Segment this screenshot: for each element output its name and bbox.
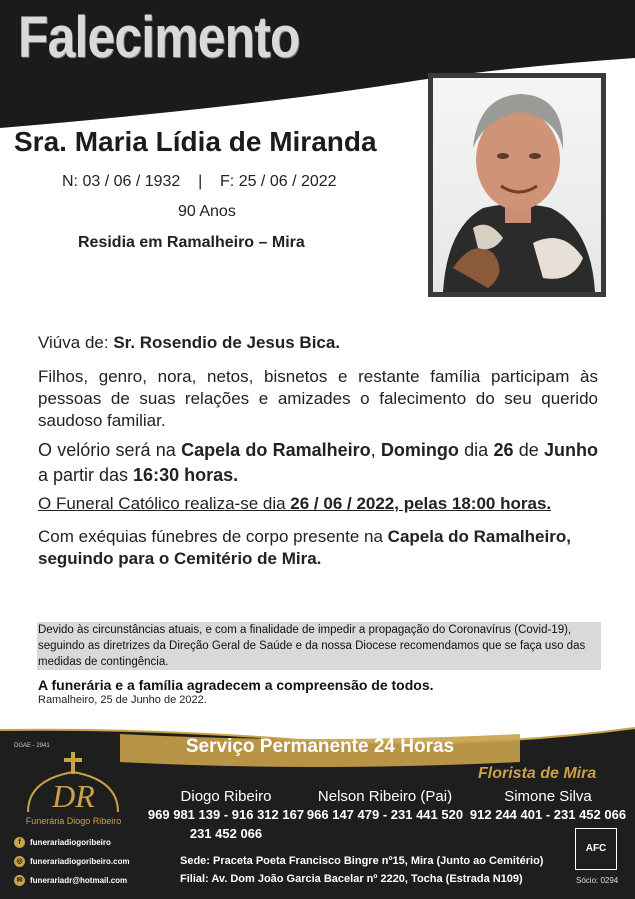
wake-text-4: de bbox=[513, 440, 544, 460]
afc-logo bbox=[575, 828, 617, 870]
deceased-age: 90 Anos bbox=[178, 203, 236, 220]
funeral-home-logo bbox=[16, 750, 131, 830]
wake-date: 26 bbox=[493, 440, 514, 460]
address-filial: Filial: Av. Dom João Garcia Bacelar nº 2220, Tocha (Estrada N109) bbox=[180, 873, 523, 885]
instagram-handle: funerariadiogoribeiro.com bbox=[30, 857, 130, 866]
exequias-cemetery: seguindo para o Cemitério de Mira. bbox=[38, 549, 322, 568]
wake-day: Domingo bbox=[380, 440, 459, 460]
wake-time: 16:30 horas. bbox=[133, 465, 239, 485]
instagram-icon: ◎ bbox=[14, 856, 25, 867]
funeral-text: O Funeral Católico realiza-se dia bbox=[38, 494, 291, 513]
thanks-line: A funerária e a família agradecem a compreensão de todos. bbox=[38, 677, 434, 693]
wake-text-1: O velório será na bbox=[38, 440, 182, 460]
portrait-image bbox=[433, 78, 601, 292]
family-paragraph: Filhos, genro, nora, netos, bisnetos e restante família participam às pessoas de suas relações e amizades o falecimento do seu querido saudoso familiar. bbox=[38, 367, 598, 430]
exequias-paragraph bbox=[38, 526, 598, 570]
member-number: Sócio: 0294 bbox=[576, 876, 619, 885]
contact-name: Diogo Ribeiro bbox=[180, 788, 272, 805]
contact-phones[interactable]: 912 244 401 - 231 452 066 bbox=[469, 807, 627, 822]
wake-paragraph bbox=[38, 438, 598, 488]
dgae-code: DGAE - 2941 bbox=[14, 743, 50, 749]
logo-initials: DR bbox=[52, 778, 95, 814]
address-sede: Sede: Praceta Poeta Francisco Bingre nº15, Mira (Junto ao Cemitério) bbox=[180, 855, 544, 867]
page-title: Falecimento bbox=[18, 5, 300, 70]
wake-place: Capela do Ramalheiro bbox=[181, 440, 371, 460]
contact-name: Nelson Ribeiro (Pai) bbox=[317, 788, 453, 805]
wake-text-3: dia bbox=[458, 440, 494, 460]
exequias-place: Capela do Ramalheiro, bbox=[387, 527, 571, 546]
deceased-name: Sra. Maria Lídia de Miranda bbox=[14, 126, 377, 157]
deceased-residence: Residia em Ramalheiro – Mira bbox=[78, 234, 305, 251]
contact-phones[interactable]: 966 147 479 - 231 441 520 bbox=[306, 807, 464, 822]
portrait-frame bbox=[428, 73, 606, 297]
email-address: funerariadr@hotmail.com bbox=[30, 876, 128, 885]
contact-name: Simone Silva bbox=[504, 788, 592, 805]
wake-text-5: a partir das bbox=[38, 465, 134, 485]
deceased-dates: N: 03 / 06 / 1932 | F: 25 / 06 / 2022 bbox=[62, 173, 337, 190]
florista-title: Florista de Mira bbox=[478, 765, 597, 782]
contact-phones-2[interactable]: 231 452 066 bbox=[189, 826, 263, 841]
portrait-photo bbox=[433, 78, 601, 292]
widow-line bbox=[38, 332, 598, 354]
covid-notice: Devido às circunstâncias atuais, e com a finalidade de impedir a propagação do Coronavírus (Covid-19), seguindo as diretrizes da Direção Geral de Saúde e da nossa Diocese recomendamos que se faça uso das medidas de contingência. bbox=[37, 622, 601, 670]
social-instagram[interactable] bbox=[14, 856, 130, 867]
place-date: Ramalheiro, 25 de Junho de 2022. bbox=[38, 694, 207, 706]
widow-label: Viúva de: bbox=[38, 333, 109, 352]
afc-logo-text: AFC bbox=[585, 843, 607, 854]
email-icon: ✉ bbox=[14, 875, 25, 886]
funeral-datetime: 26 / 06 / 2022, pelas 18:00 horas. bbox=[290, 494, 552, 513]
social-facebook[interactable] bbox=[14, 837, 111, 848]
facebook-handle: funerariadiogoribeiro bbox=[30, 838, 111, 847]
service-banner: Serviço Permanente 24 Horas bbox=[185, 736, 455, 757]
funeral-line bbox=[38, 493, 598, 515]
social-email[interactable] bbox=[14, 875, 127, 886]
contact-phones[interactable]: 969 981 139 - 916 312 167 bbox=[147, 807, 305, 822]
facebook-icon: f bbox=[14, 837, 25, 848]
logo-name: Funerária Diogo Ribeiro bbox=[25, 816, 122, 826]
exequias-text: Com exéquias fúnebres de corpo presente na bbox=[38, 527, 388, 546]
wake-text-2: , bbox=[370, 440, 381, 460]
widow-name: Sr. Rosendio de Jesus Bica. bbox=[113, 333, 341, 352]
wake-month: Junho bbox=[544, 440, 598, 460]
